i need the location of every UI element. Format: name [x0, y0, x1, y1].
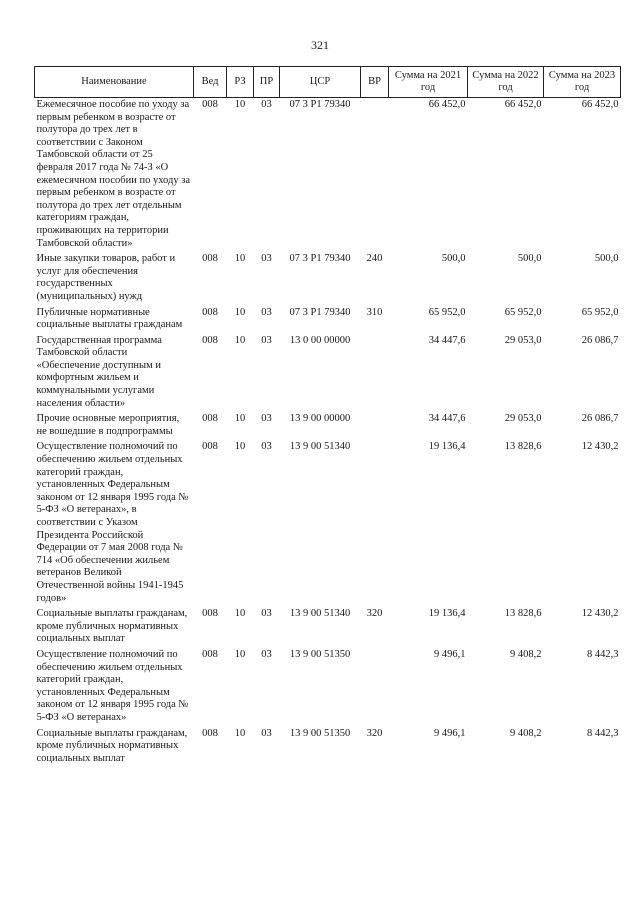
row-name: Осуществление полномочий по обеспечению жильем отдельных категорий граждан, установленных Федеральным законом от 12 января 1995 года № 5-ФЗ «О ветеранах», в соответствии с Указом Президента Российской Федерации от 7 мая 2008 года № 714 «Об обеспечении жильем ветеранов Великой Отечественной войны 1941-1945 годов»: [36, 441, 189, 604]
row-rz: 10: [234, 648, 246, 660]
row-sum-2021: 34 447,6: [428, 334, 466, 346]
row-rz: 10: [234, 253, 246, 265]
row-sum-2023: 66 452,0: [581, 99, 619, 110]
row-csr: 13 9 00 00000: [289, 413, 351, 425]
row-csr: 13 9 00 51350: [289, 648, 351, 660]
row-pr: 03: [261, 99, 272, 110]
row-sum-2022: 13 828,6: [504, 608, 542, 620]
row-vr: 320: [366, 608, 383, 620]
row-csr: 07 3 Р1 79340: [289, 253, 351, 265]
row-ved: 008: [202, 253, 218, 265]
row-sum-2022: 9 408,2: [510, 648, 542, 660]
row-sum-2023: 26 086,7: [581, 334, 619, 346]
table-row: [35, 607, 621, 648]
row-pr: 03: [261, 413, 272, 425]
header-rz: РЗ: [227, 67, 254, 98]
row-ved: 008: [202, 306, 218, 318]
row-sum-2022: 13 828,6: [504, 441, 542, 453]
row-sum-2021: 500,0: [441, 253, 466, 265]
row-ved: 008: [202, 727, 218, 739]
row-rz: 10: [234, 306, 246, 318]
row-ved: 008: [202, 648, 218, 660]
table-row: [35, 98, 621, 253]
row-csr: 13 9 00 51340: [289, 608, 351, 620]
row-sum-2023: 8 442,3: [587, 727, 619, 739]
row-sum-2021: 34 447,6: [428, 413, 466, 425]
row-sum-2021: 66 452,0: [428, 99, 466, 110]
row-csr: 07 3 Р1 79340: [289, 306, 351, 318]
row-ved: 008: [202, 334, 218, 346]
row-sum-2022: 29 053,0: [504, 413, 542, 425]
row-pr: 03: [261, 441, 272, 453]
row-ved: 008: [202, 413, 218, 425]
row-pr: 03: [261, 253, 272, 265]
row-sum-2023: 26 086,7: [581, 413, 619, 425]
table-row: [35, 252, 621, 305]
header-ved: Вед: [194, 67, 227, 98]
row-rz: 10: [234, 727, 246, 739]
row-name: Государственная программа Тамбовской области «Обеспечение доступным и комфортным жильем и коммунальными услугами населения области»: [36, 334, 162, 409]
row-vr: [361, 440, 389, 607]
row-name: Прочие основные мероприятия, не вошедшие в подпрограммы: [36, 413, 180, 437]
row-rz: 10: [234, 608, 246, 620]
row-pr: 03: [261, 306, 272, 318]
table-row: [35, 727, 621, 768]
row-csr: 07 3 Р1 79340: [289, 99, 351, 110]
table-row: [35, 334, 621, 413]
row-rz: 10: [234, 334, 246, 346]
row-sum-2023: 500,0: [594, 253, 619, 265]
row-csr: 13 9 00 51340: [289, 441, 351, 453]
row-sum-2023: 8 442,3: [587, 648, 619, 660]
table-row: [35, 306, 621, 334]
row-pr: 03: [261, 648, 272, 660]
row-rz: 10: [234, 99, 246, 110]
row-vr: 310: [366, 306, 383, 318]
row-name: Иные закупки товаров, работ и услуг для обеспечения государственных (муниципальных) нужд: [36, 253, 176, 302]
row-vr: [361, 334, 389, 413]
row-pr: 03: [261, 334, 272, 346]
row-rz: 10: [234, 441, 246, 453]
table-row: [35, 648, 621, 727]
table-header: [35, 67, 621, 98]
header-sum-2021: Сумма на 2021 год: [389, 67, 468, 98]
row-csr: 13 9 00 51350: [289, 727, 351, 739]
page-number: 321: [311, 38, 329, 52]
row-name: Ежемесячное пособие по уходу за первым ребенком в возрасте от полутора до трех лет в соответствии с Законом Тамбовской области от 25 февраля 2017 года № 74-З «О ежемесячном пособии по уходу за первым ребенком в возрасте от полутора до трех лет отдельным категориям граждан, проживающих на территории Тамбовской области»: [36, 99, 191, 249]
row-sum-2021: 19 136,4: [428, 608, 466, 620]
row-sum-2021: 9 496,1: [434, 727, 466, 739]
row-csr: 13 0 00 00000: [289, 334, 351, 346]
row-ved: 008: [202, 441, 218, 453]
row-sum-2022: 66 452,0: [504, 99, 542, 110]
row-name: Социальные выплаты гражданам, кроме публичных нормативных социальных выплат: [36, 727, 188, 764]
row-sum-2022: 500,0: [517, 253, 542, 265]
row-sum-2021: 9 496,1: [434, 648, 466, 660]
row-pr: 03: [261, 727, 272, 739]
row-pr: 03: [261, 608, 272, 620]
row-name: Публичные нормативные социальные выплаты гражданам: [36, 306, 183, 331]
header-csr: ЦСР: [280, 67, 361, 98]
row-name: Осуществление полномочий по обеспечению жильем отдельных категорий граждан, установленных Федеральным законом от 12 января 1995 года № 5-ФЗ «О ветеранах»: [36, 648, 189, 723]
row-vr: [361, 648, 389, 727]
row-rz: 10: [234, 413, 246, 425]
row-sum-2021: 65 952,0: [428, 306, 466, 318]
row-sum-2023: 12 430,2: [581, 441, 619, 453]
row-sum-2022: 9 408,2: [510, 727, 542, 739]
table-row: [35, 440, 621, 607]
row-sum-2022: 29 053,0: [504, 334, 542, 346]
budget-table: [34, 66, 621, 767]
row-sum-2022: 65 952,0: [504, 306, 542, 318]
row-vr: [361, 412, 389, 440]
row-ved: 008: [202, 99, 218, 110]
header-name: Наименование: [35, 67, 194, 98]
row-ved: 008: [202, 608, 218, 620]
row-vr: 240: [366, 253, 383, 265]
header-sum-2023: Сумма на 2023 год: [544, 67, 621, 98]
row-sum-2023: 12 430,2: [581, 608, 619, 620]
header-pr: ПР: [254, 67, 280, 98]
header-sum-2022: Сумма на 2022 год: [468, 67, 544, 98]
row-vr: 320: [366, 727, 383, 739]
row-name: Социальные выплаты гражданам, кроме публичных нормативных социальных выплат: [36, 608, 188, 645]
header-vr: ВР: [361, 67, 389, 98]
table-row: [35, 412, 621, 440]
table-body: [35, 98, 621, 768]
row-sum-2021: 19 136,4: [428, 441, 466, 453]
row-vr: [361, 98, 389, 253]
row-sum-2023: 65 952,0: [581, 306, 619, 318]
